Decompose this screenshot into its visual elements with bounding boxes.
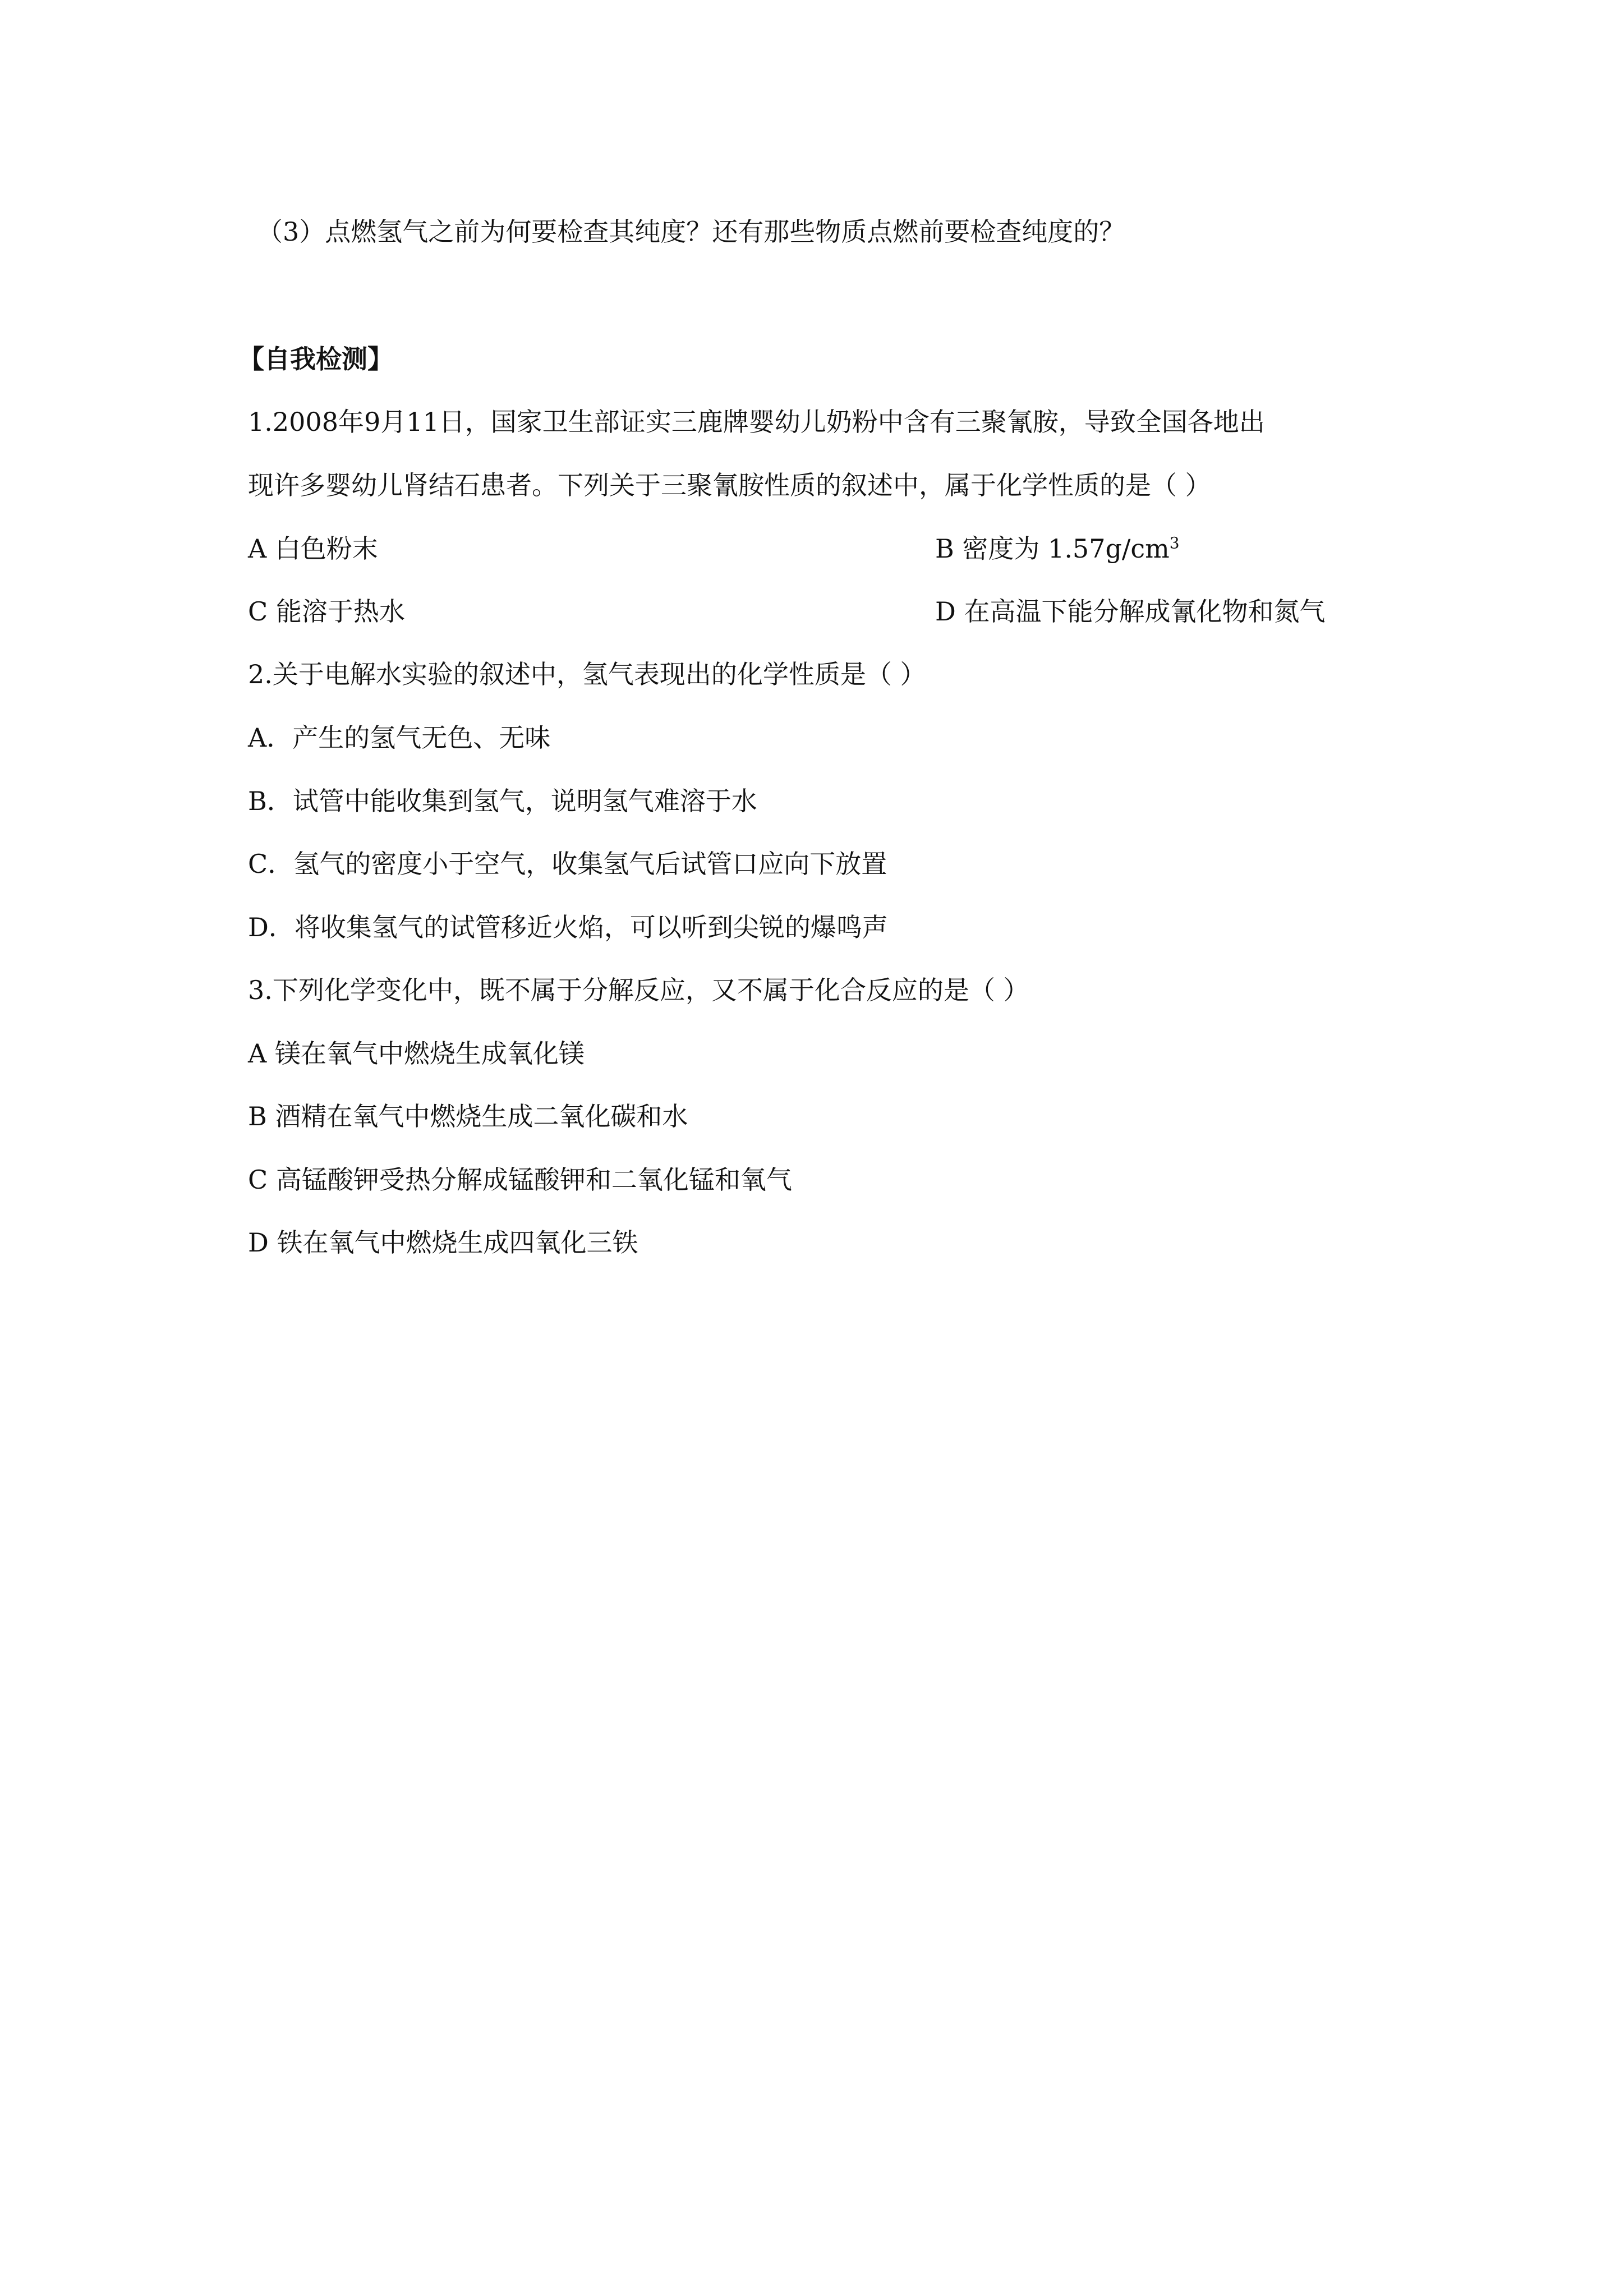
question-3-option-a: A 镁在氧气中燃烧生成氧化镁 xyxy=(248,1038,585,1069)
question-3-option-d: D 铁在氧气中燃烧生成四氧化三铁 xyxy=(248,1227,638,1258)
question-1-option-d: D 在高温下能分解成氰化物和氮气 xyxy=(935,596,1326,627)
question-1-line-2: 现许多婴幼儿肾结石患者。下列关于三聚氰胺性质的叙述中，属于化学性质的是（ ） xyxy=(248,470,1211,500)
question-2-option-c: C．氢气的密度小于空气，收集氢气后试管口应向下放置 xyxy=(248,849,887,879)
question-1-line-1: 1.2008年9月11日，国家卫生部证实三鹿牌婴幼儿奶粉中含有三聚氰胺，导致全国各地出 xyxy=(248,407,1265,437)
section-title: 【自我检测】 xyxy=(238,344,393,374)
question-1-option-a: A 白色粉末 xyxy=(248,533,378,564)
question-2-option-a: A．产生的氢气无色、无味 xyxy=(248,723,551,753)
question-3-option-c: C 高锰酸钾受热分解成锰酸钾和二氧化锰和氧气 xyxy=(248,1165,792,1195)
question-2-option-b: B．试管中能收集到氢气，说明氢气难溶于水 xyxy=(248,786,757,816)
question-2-stem: 2.关于电解水实验的叙述中，氢气表现出的化学性质是（ ） xyxy=(248,659,926,689)
question-3-stem: 3.下列化学变化中，既不属于分解反应，又不属于化合反应的是（ ） xyxy=(248,975,1029,1005)
question-2-option-d: D．将收集氢气的试管移近火焰，可以听到尖锐的爆鸣声 xyxy=(248,912,888,942)
question-3-prev: （3）点燃氢气之前为何要检查其纯度？还有那些物质点燃前要检查纯度的？ xyxy=(257,217,1125,247)
question-1-options-row-1 xyxy=(248,532,1370,565)
question-1-option-b: B 密度为 $1.57g/cm^3$ xyxy=(935,533,1180,564)
question-1-option-c: C 能溶于热水 xyxy=(248,596,405,627)
question-3-option-b: B 酒精在氧气中燃烧生成二氧化碳和水 xyxy=(248,1101,688,1131)
superscript-3: 3 xyxy=(1169,533,1180,553)
question-1-options-row-2 xyxy=(248,595,1370,628)
